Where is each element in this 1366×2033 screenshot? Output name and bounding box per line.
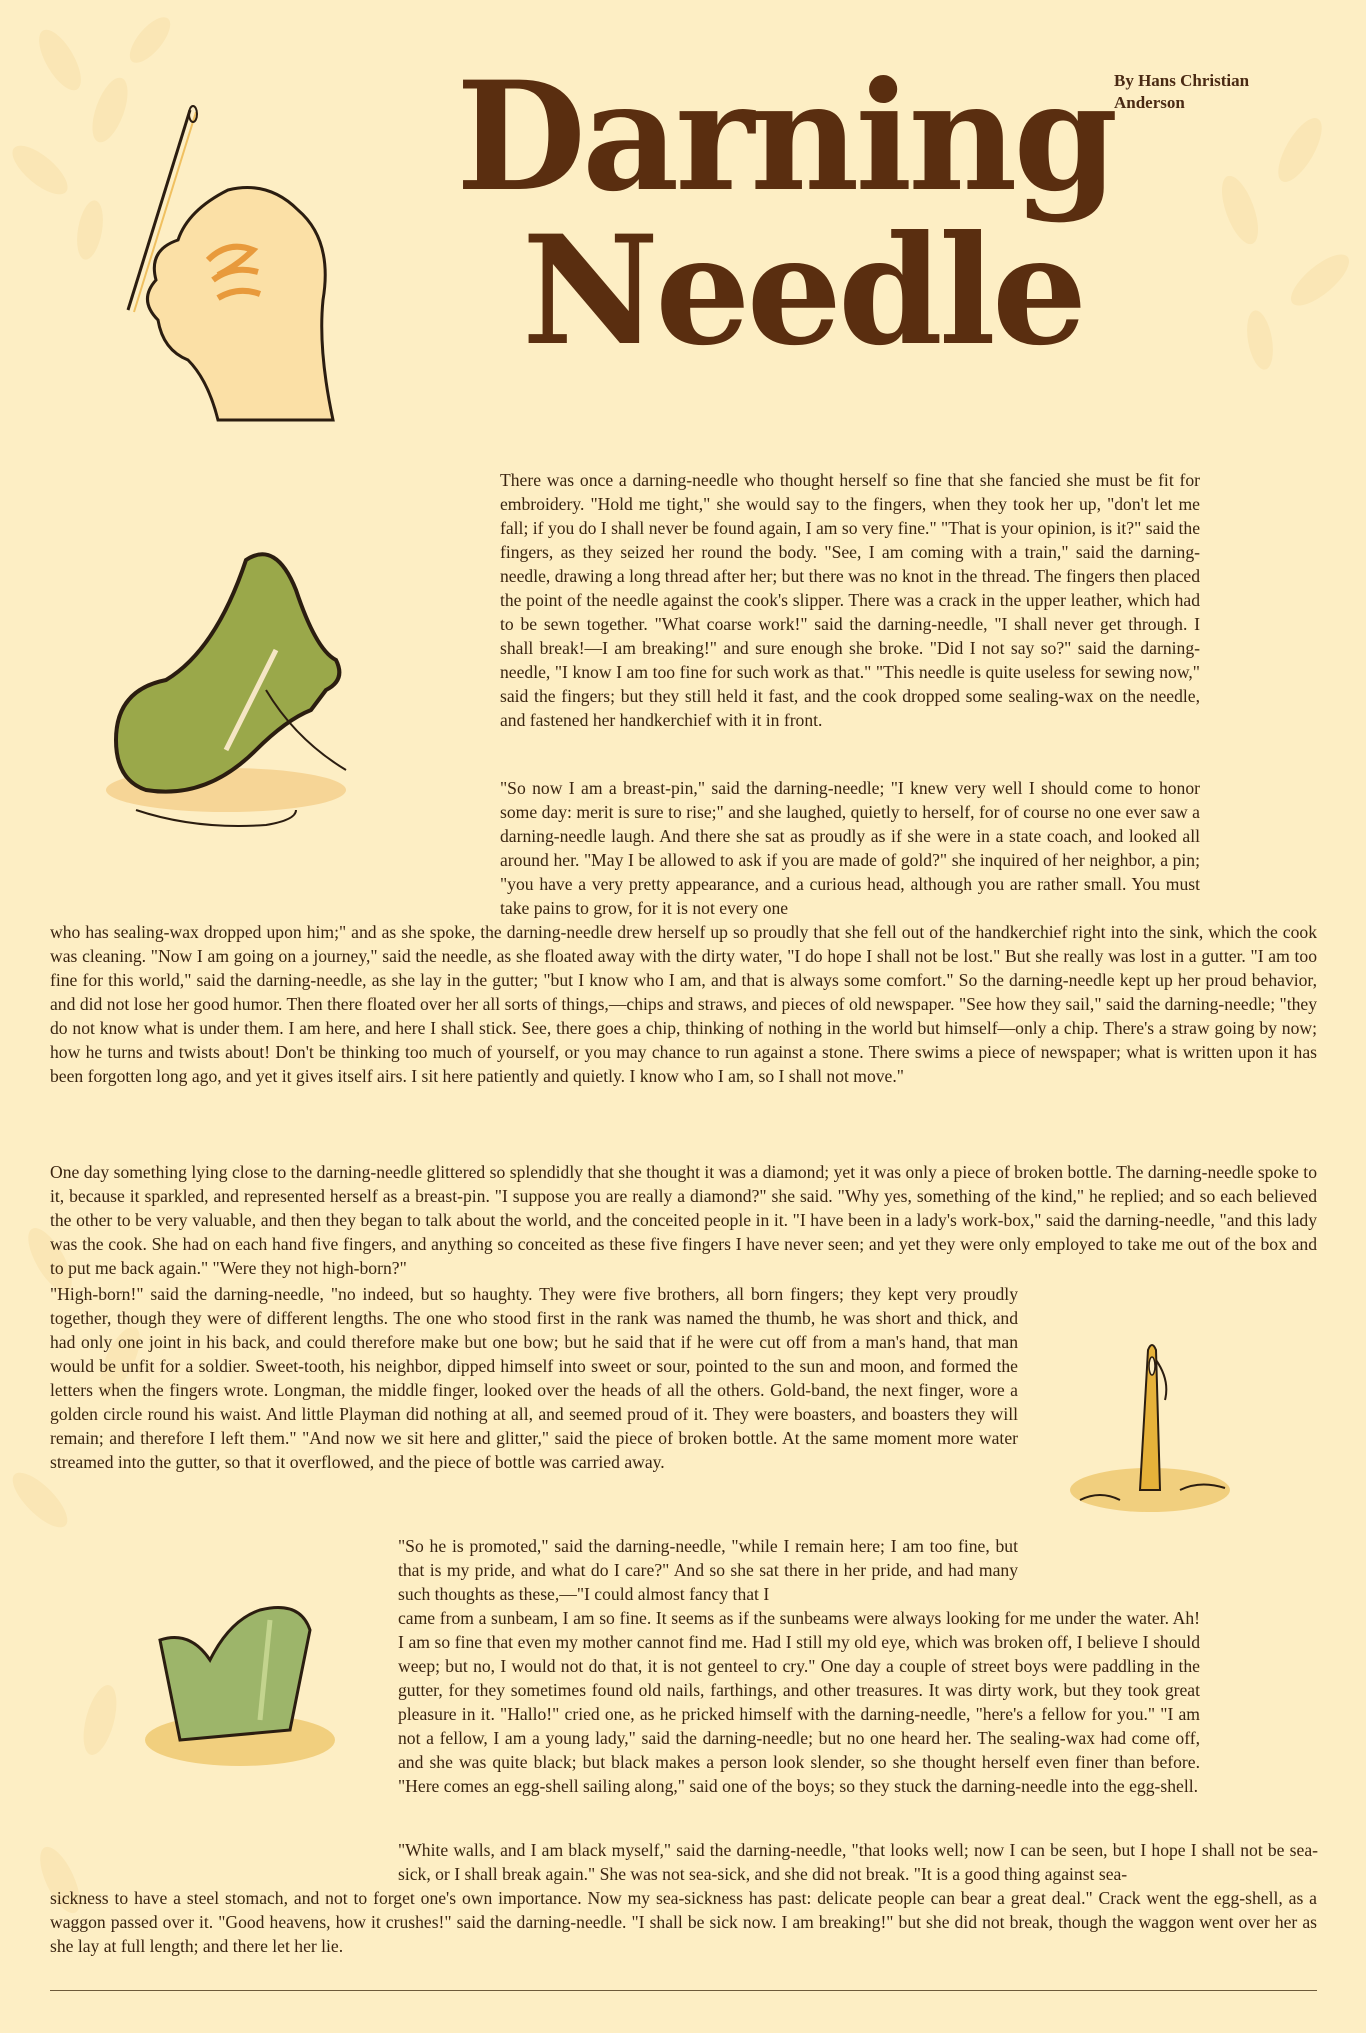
- story-paragraph-2-continued: who has sealing-wax dropped upon him;" and as she spoke, the darning-needle drew herself up so proudly that she fell out of the handkerchief right into the sink, which the cook was cleaning. "Now I am going on a journey," said the needle, as she floated away with the dirty water, "I do hope I shall not be lost." But she really was lost in a gutter. "I am too fine for this world," said the darning-needle, as she lay in the gutter; "but I know who I am, and that is always some comfort." So the darning-needle kept up her proud behavior, and did not lose her good humor. Then there floated over her all sorts of things,—chips and straws, and pieces of old newspaper. "See how they sail," said the darning-needle; "they do not know what is under them. I am here, and here I shall stick. See, there goes a chip, thinking of nothing in the world but himself—only a chip. There's a straw going by now; how he turns and twists about! Don't be thinking too much of yourself, or you may chance to run against a stone. There swims a piece of newspaper; what is written upon it has been forgotten long ago, and yet it gives itself airs. I sit here patiently and quietly. I know who I am, so I shall not move.": [50, 922, 1317, 1086]
- slipper-with-needle-icon: [96, 540, 356, 840]
- story-paragraph-1: There was once a darning-needle who thought herself so fine that she fancied she must be fit for embroidery. "Hold me tight," she would say to the fingers, when they took her up, "don't let me fall; if you do I shall never be found again, I am so very fine." "That is your opinion, is it?" said the fingers, as they seized her round the body. "See, I am coming with a train," said the darning-needle, drawing a long thread after her; but there was no knot in the thread. The fingers then placed the point of the needle against the cook's slipper. There was a crack in the upper leather, which had to be sewn together. "What coarse work!" said the darning-needle, "I shall never get through. I shall break!—I am breaking!" and sure enough she broke. "Did I not say so?" said the darning-needle, "I know I am too fine for such work as that." "This needle is quite useless for sewing now," said the fingers; but they still held it fast, and the cook dropped some sealing-wax on the needle, and fastened her handkerchief with it in front.: [500, 470, 1200, 730]
- leaf-pattern-top-right-icon: [1120, 0, 1366, 420]
- story-paragraph-5-continued: came from a sunbeam, I am so fine. It seems as if the sunbeams were always looking for me under the water. Ah! I am so fine that even my mother cannot find me. Had I still my old eye, which was broken off, I believe I should weep; but no, I would not do that, it is not genteel to cry." One day a couple of street boys were paddling in the gutter, for they sometimes found old nails, farthings, and other treasures. It was dirty work, but they took great pleasure in it. "Hallo!" cried one, as he pricked himself with the darning-needle, "here's a fellow for you." "I am not a fellow, I am a young lady," said the darning-needle; but no one heard her. The sealing-wax had come off, and she was quite black; but black makes a person look slender, so she thought herself even finer than before. "Here comes an egg-shell sailing along," said one of the boys; so they stuck the darning-needle into the egg-shell.: [398, 1608, 1200, 1796]
- story-paragraph-2-top: "So now I am a breast-pin," said the darning-needle; "I knew very well I should come to honor some day: merit is sure to rise;" and she laughed, quietly to herself, for of course no one ever saw a darning-needle laugh. And there she sat as proudly as if she were in a state coach, and looked all around her. "May I be allowed to ask if you are made of gold?" she inquired of her neighbor, a pin; "you have a very pretty appearance, and a curious head, although you are rather small. You must take pains to grow, for it is not every one: [500, 778, 1200, 918]
- story-paragraph-6-top: "White walls, and I am black myself," said the darning-needle, "that looks well; now I can be seen, but I hope I shall not be sea-sick, or I shall break again." She was not sea-sick, and she did not break. "It is a good thing against sea-: [398, 1840, 1318, 1884]
- story-paragraph-6: [398, 1838, 1318, 1886]
- broken-glass-icon: [140, 1580, 340, 1770]
- title-line2: Needle: [522, 203, 1084, 379]
- hand-with-needle-icon: [118, 100, 338, 430]
- story-paragraph-5-top: "So he is promoted," said the darning-needle, "while I remain here; I am too fine, but that is my pride, and what do I care?" And so she sat there in her pride, and had many such thoughts as these,—"I could almost fancy that I: [398, 1536, 1018, 1604]
- story-paragraph-2: [500, 776, 1200, 920]
- needle-in-sand-icon: [1060, 1340, 1240, 1520]
- story-paragraph-4: "High-born!" said the darning-needle, "no indeed, but so haughty. They were five brothers, all born fingers; they kept very proudly together, though they were of different lengths. The one who stood first in the rank was named the thumb, he was short and thick, and had only one joint in his back, and could therefore make but one bow; but he said that if he were cut off from a man's hand, that man would be unfit for a soldier. Sweet-tooth, his neighbor, dipped himself into sweet or sour, pointed to the sun and moon, and formed the letters when the fingers wrote. Longman, the middle finger, looked over the heads of all the others. Gold-band, the next finger, wore a golden circle round his waist. And little Playman did nothing at all, and seemed proud of it. They were boasters, and boasters they will remain; and therefore I left them." "And now we sit here and glitter," said the piece of broken bottle. At the same moment more water streamed into the gutter, so that it overflowed, and the piece of bottle was carried away.: [50, 1284, 1018, 1472]
- title-line1: Darning: [456, 49, 1115, 225]
- byline: By Hans Christian Anderson: [1114, 71, 1250, 112]
- story-paragraph-5: [398, 1534, 1018, 1606]
- footer-divider: [50, 1990, 1317, 1991]
- story-paragraph-6-continued: sickness to have a steel stomach, and not to forget one's own importance. Now my sea-sickness has past: delicate people can bear a great deal." Crack went the egg-shell, as a waggon passed over it. "Good heavens, how it crushes!" said the darning-needle. "I shall be sick now. I am breaking!" but she did not break, though the waggon went over her as she lay at full length; and there let her lie.: [50, 1888, 1317, 1956]
- story-paragraph-3: One day something lying close to the darning-needle glittered so splendidly that she thought it was a diamond; yet it was only a piece of broken bottle. The darning-needle spoke to it, because it sparkled, and represented herself as a breast-pin. "I suppose you are really a diamond?" she said. "Why yes, something of the kind," he replied; and so each believed the other to be very valuable, and then they began to talk about the world, and the conceited people in it. "I have been in a lady's work-box," said the darning-needle, "and this lady was the cook. She had on each hand five fingers, and anything so conceited as these five fingers I have never seen; and yet they were only employed to take me out of the box and to put me back again." "Were they not high-born?": [50, 1162, 1317, 1278]
